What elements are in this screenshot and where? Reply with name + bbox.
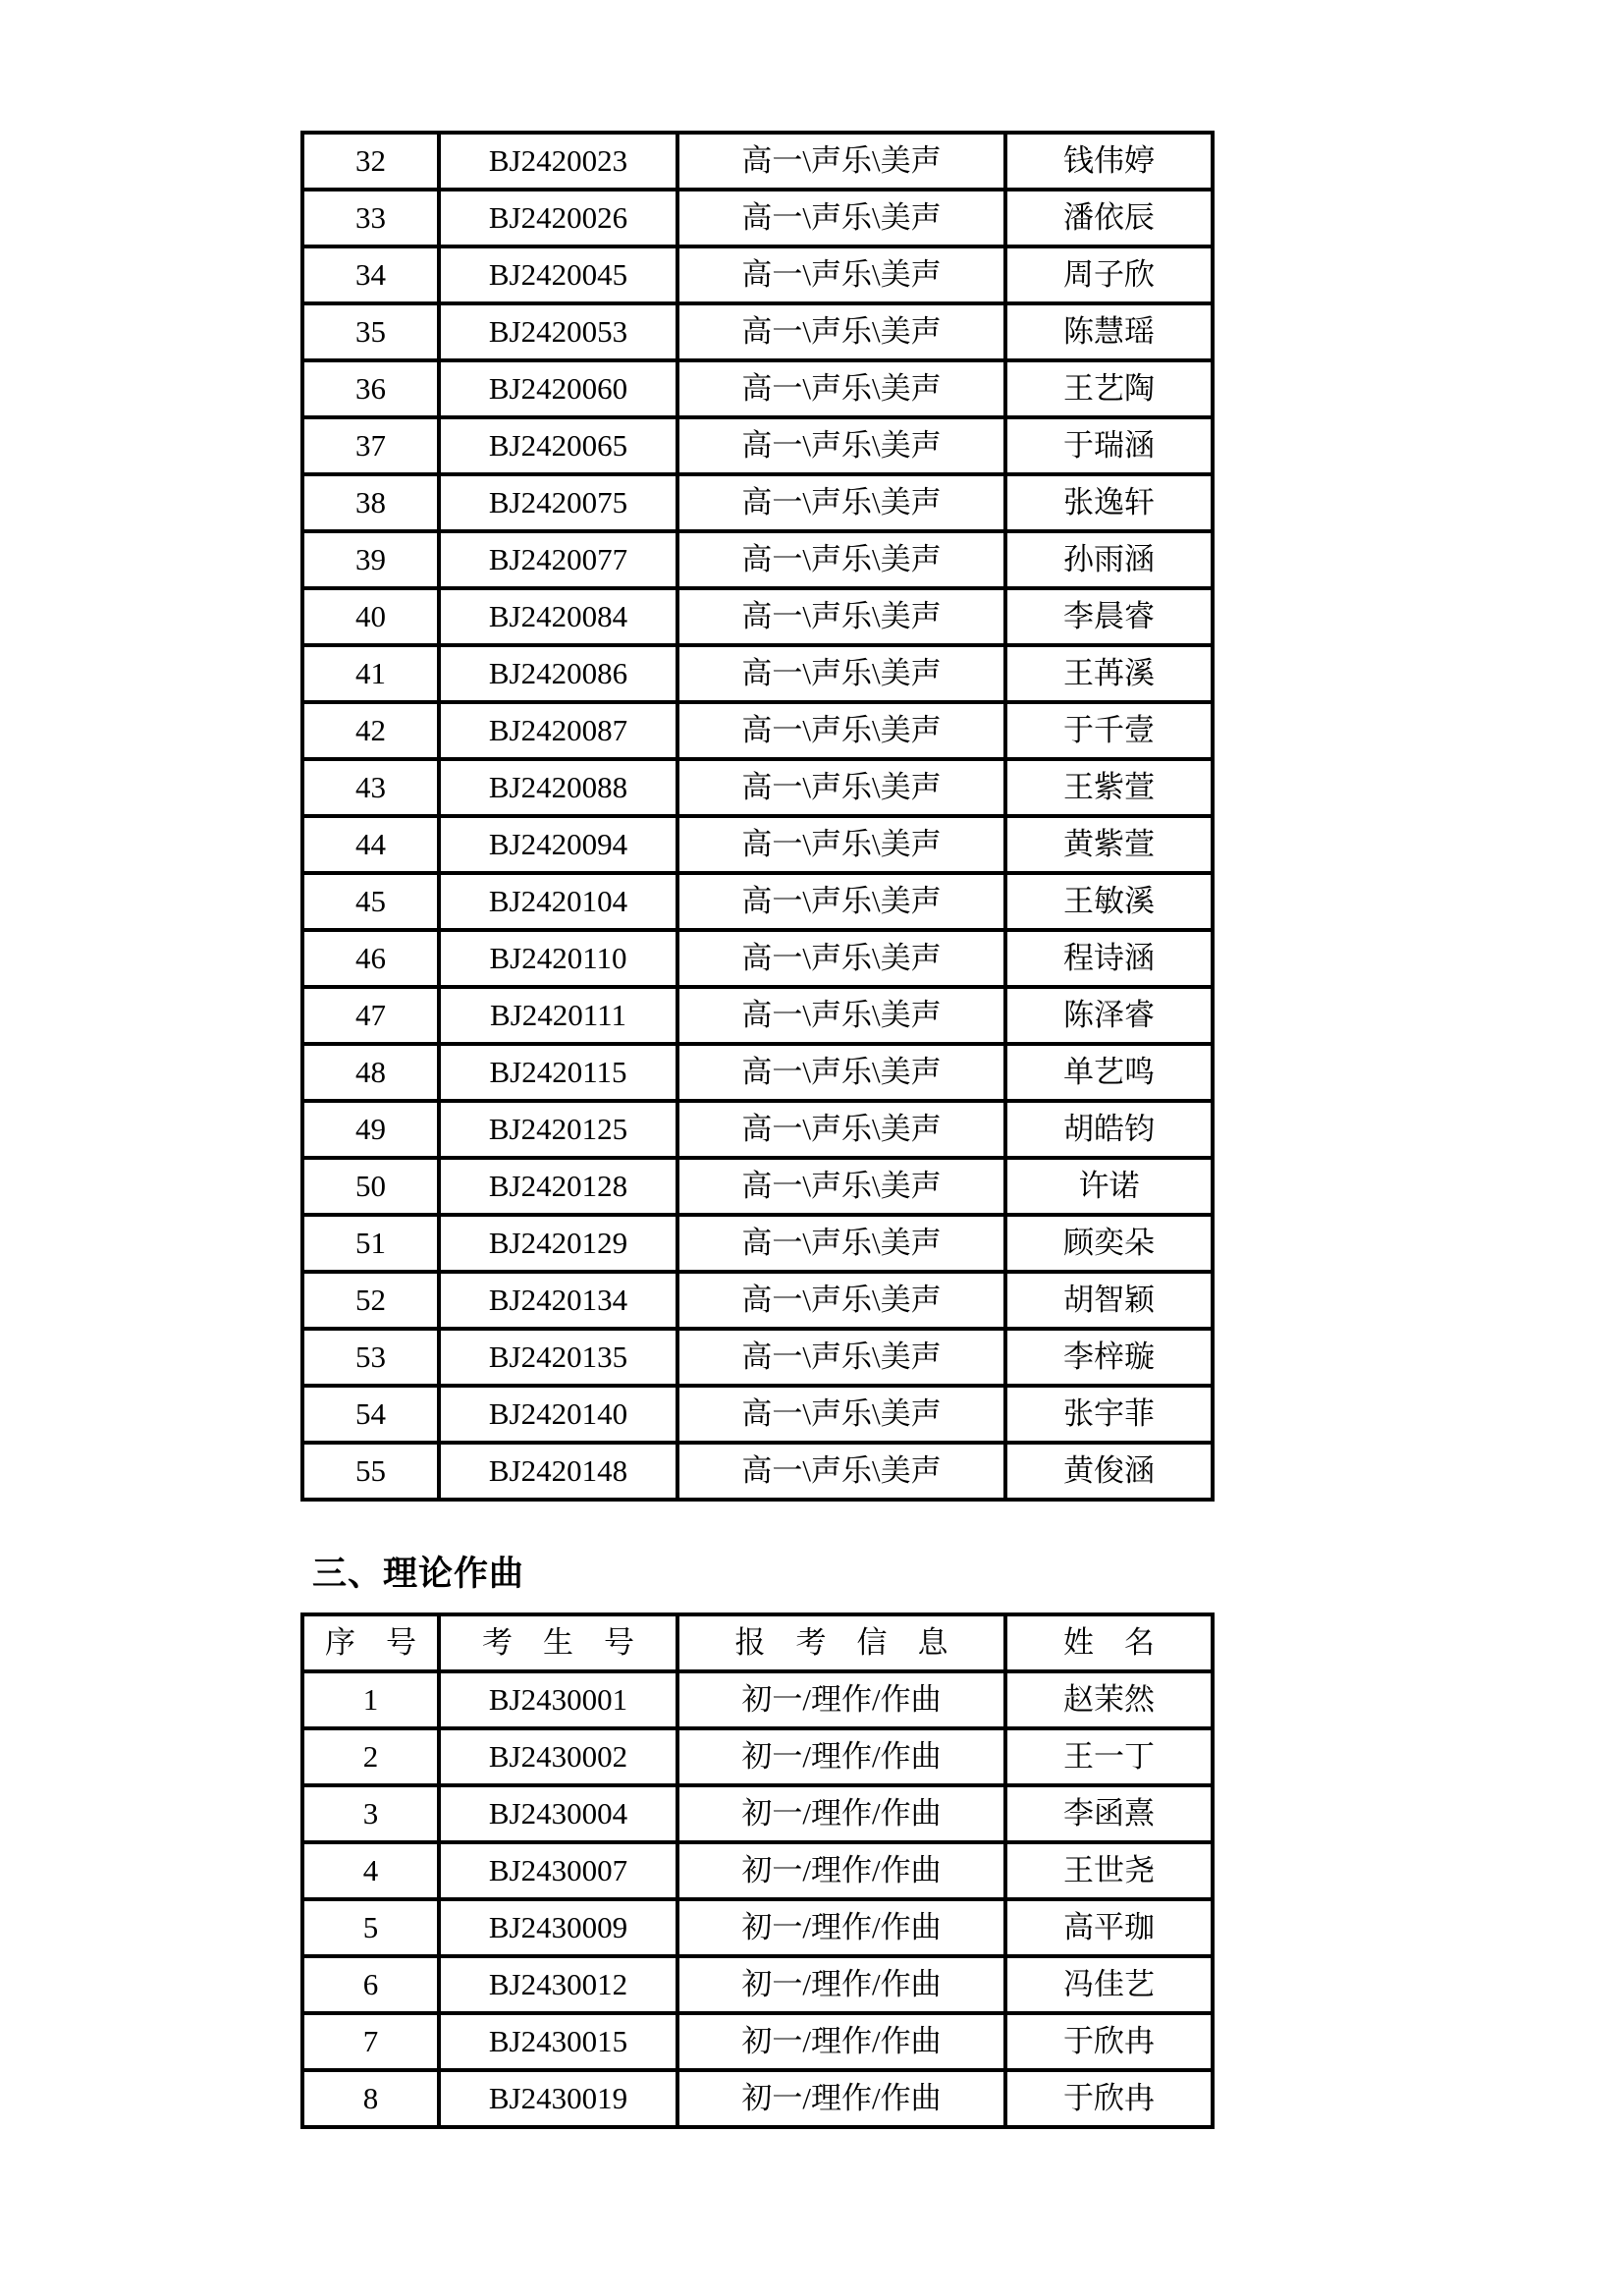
cell-candidate-id: BJ2420140 bbox=[439, 1386, 677, 1443]
table-row bbox=[302, 1272, 1213, 1329]
cell-exam-info: 初一/理作/作曲 bbox=[677, 2070, 1005, 2127]
table-row bbox=[302, 360, 1213, 417]
cell-serial-no: 51 bbox=[302, 1215, 439, 1272]
cell-exam-info: 高一\声乐\美声 bbox=[677, 190, 1005, 246]
cell-serial-no: 2 bbox=[302, 1728, 439, 1785]
cell-candidate-id: BJ2430004 bbox=[439, 1785, 677, 1842]
table-row bbox=[302, 246, 1213, 303]
cell-exam-info: 高一\声乐\美声 bbox=[677, 246, 1005, 303]
cell-name: 于欣冉 bbox=[1005, 2070, 1213, 2127]
cell-candidate-id: BJ2420060 bbox=[439, 360, 677, 417]
cell-candidate-id: BJ2430007 bbox=[439, 1842, 677, 1899]
cell-candidate-id: BJ2430012 bbox=[439, 1956, 677, 2013]
table-row bbox=[302, 759, 1213, 816]
table-row bbox=[302, 930, 1213, 987]
cell-candidate-id: BJ2420094 bbox=[439, 816, 677, 873]
cell-name: 孙雨涵 bbox=[1005, 531, 1213, 588]
table-row bbox=[302, 2070, 1213, 2127]
table-row bbox=[302, 1386, 1213, 1443]
cell-candidate-id: BJ2420075 bbox=[439, 474, 677, 531]
table-row bbox=[302, 1443, 1213, 1500]
cell-name: 于欣冉 bbox=[1005, 2013, 1213, 2070]
cell-name: 王苒溪 bbox=[1005, 645, 1213, 702]
cell-candidate-id: BJ2420115 bbox=[439, 1044, 677, 1101]
cell-serial-no: 33 bbox=[302, 190, 439, 246]
table-row bbox=[302, 1842, 1213, 1899]
cell-name: 李函熹 bbox=[1005, 1785, 1213, 1842]
table-row bbox=[302, 1671, 1213, 1728]
cell-serial-no: 41 bbox=[302, 645, 439, 702]
cell-name: 于千壹 bbox=[1005, 702, 1213, 759]
column-header-candidate-id: 考 生 号 bbox=[439, 1614, 677, 1671]
table-row bbox=[302, 987, 1213, 1044]
cell-name: 顾奕朵 bbox=[1005, 1215, 1213, 1272]
cell-candidate-id: BJ2420084 bbox=[439, 588, 677, 645]
cell-name: 李梓璇 bbox=[1005, 1329, 1213, 1386]
cell-exam-info: 高一\声乐\美声 bbox=[677, 1443, 1005, 1500]
table-row bbox=[302, 1956, 1213, 2013]
cell-serial-no: 54 bbox=[302, 1386, 439, 1443]
cell-exam-info: 高一\声乐\美声 bbox=[677, 303, 1005, 360]
cell-candidate-id: BJ2420086 bbox=[439, 645, 677, 702]
cell-serial-no: 34 bbox=[302, 246, 439, 303]
cell-candidate-id: BJ2420023 bbox=[439, 133, 677, 190]
cell-candidate-id: BJ2420026 bbox=[439, 190, 677, 246]
cell-exam-info: 高一\声乐\美声 bbox=[677, 1215, 1005, 1272]
cell-exam-info: 高一\声乐\美声 bbox=[677, 133, 1005, 190]
cell-serial-no: 55 bbox=[302, 1443, 439, 1500]
cell-name: 王敏溪 bbox=[1005, 873, 1213, 930]
table-row bbox=[302, 588, 1213, 645]
cell-candidate-id: BJ2420077 bbox=[439, 531, 677, 588]
table-row bbox=[302, 1899, 1213, 1956]
cell-exam-info: 高一\声乐\美声 bbox=[677, 1272, 1005, 1329]
cell-exam-info: 初一/理作/作曲 bbox=[677, 1728, 1005, 1785]
cell-exam-info: 初一/理作/作曲 bbox=[677, 1956, 1005, 2013]
column-header-serial-no: 序 号 bbox=[302, 1614, 439, 1671]
cell-candidate-id: BJ2430002 bbox=[439, 1728, 677, 1785]
table-row bbox=[302, 873, 1213, 930]
cell-name: 王世尧 bbox=[1005, 1842, 1213, 1899]
cell-serial-no: 8 bbox=[302, 2070, 439, 2127]
table-row bbox=[302, 133, 1213, 190]
cell-candidate-id: BJ2420088 bbox=[439, 759, 677, 816]
table-row bbox=[302, 1158, 1213, 1215]
cell-candidate-id: BJ2430009 bbox=[439, 1899, 677, 1956]
cell-name: 高平珈 bbox=[1005, 1899, 1213, 1956]
cell-serial-no: 4 bbox=[302, 1842, 439, 1899]
cell-exam-info: 高一\声乐\美声 bbox=[677, 759, 1005, 816]
cell-exam-info: 初一/理作/作曲 bbox=[677, 2013, 1005, 2070]
cell-serial-no: 45 bbox=[302, 873, 439, 930]
cell-serial-no: 49 bbox=[302, 1101, 439, 1158]
cell-exam-info: 高一\声乐\美声 bbox=[677, 1329, 1005, 1386]
table-row bbox=[302, 1728, 1213, 1785]
cell-name: 陈慧瑶 bbox=[1005, 303, 1213, 360]
cell-serial-no: 7 bbox=[302, 2013, 439, 2070]
table-row bbox=[302, 1044, 1213, 1101]
table2-header bbox=[302, 1614, 1213, 1671]
table-row bbox=[302, 190, 1213, 246]
cell-exam-info: 高一\声乐\美声 bbox=[677, 1101, 1005, 1158]
theory-composition-roster-table bbox=[300, 1613, 1215, 2129]
cell-name: 王一丁 bbox=[1005, 1728, 1213, 1785]
cell-candidate-id: BJ2430019 bbox=[439, 2070, 677, 2127]
cell-exam-info: 高一\声乐\美声 bbox=[677, 1044, 1005, 1101]
cell-candidate-id: BJ2420135 bbox=[439, 1329, 677, 1386]
cell-serial-no: 47 bbox=[302, 987, 439, 1044]
cell-exam-info: 初一/理作/作曲 bbox=[677, 1671, 1005, 1728]
column-header-exam-info: 报 考 信 息 bbox=[677, 1614, 1005, 1671]
table-row bbox=[302, 474, 1213, 531]
cell-exam-info: 高一\声乐\美声 bbox=[677, 702, 1005, 759]
cell-serial-no: 50 bbox=[302, 1158, 439, 1215]
cell-serial-no: 46 bbox=[302, 930, 439, 987]
cell-name: 张逸轩 bbox=[1005, 474, 1213, 531]
cell-serial-no: 32 bbox=[302, 133, 439, 190]
cell-candidate-id: BJ2420148 bbox=[439, 1443, 677, 1500]
table-header-row bbox=[302, 1614, 1213, 1671]
cell-exam-info: 高一\声乐\美声 bbox=[677, 588, 1005, 645]
cell-exam-info: 高一\声乐\美声 bbox=[677, 987, 1005, 1044]
table-row bbox=[302, 816, 1213, 873]
table2-body bbox=[302, 1671, 1213, 2127]
cell-name: 陈泽睿 bbox=[1005, 987, 1213, 1044]
cell-candidate-id: BJ2420104 bbox=[439, 873, 677, 930]
cell-exam-info: 高一\声乐\美声 bbox=[677, 474, 1005, 531]
cell-name: 赵茉然 bbox=[1005, 1671, 1213, 1728]
cell-candidate-id: BJ2420125 bbox=[439, 1101, 677, 1158]
cell-name: 黄紫萱 bbox=[1005, 816, 1213, 873]
cell-serial-no: 48 bbox=[302, 1044, 439, 1101]
cell-candidate-id: BJ2420134 bbox=[439, 1272, 677, 1329]
vocal-bel-canto-roster-table bbox=[300, 131, 1215, 1502]
cell-name: 王紫萱 bbox=[1005, 759, 1213, 816]
cell-name: 潘依辰 bbox=[1005, 190, 1213, 246]
cell-candidate-id: BJ2420045 bbox=[439, 246, 677, 303]
cell-name: 程诗涵 bbox=[1005, 930, 1213, 987]
table-row bbox=[302, 531, 1213, 588]
cell-exam-info: 高一\声乐\美声 bbox=[677, 360, 1005, 417]
cell-serial-no: 53 bbox=[302, 1329, 439, 1386]
cell-serial-no: 38 bbox=[302, 474, 439, 531]
cell-serial-no: 43 bbox=[302, 759, 439, 816]
table-row bbox=[302, 1215, 1213, 1272]
cell-candidate-id: BJ2420129 bbox=[439, 1215, 677, 1272]
cell-serial-no: 35 bbox=[302, 303, 439, 360]
cell-serial-no: 40 bbox=[302, 588, 439, 645]
cell-candidate-id: BJ2430015 bbox=[439, 2013, 677, 2070]
cell-candidate-id: BJ2420065 bbox=[439, 417, 677, 474]
cell-candidate-id: BJ2420053 bbox=[439, 303, 677, 360]
cell-serial-no: 42 bbox=[302, 702, 439, 759]
cell-name: 单艺鸣 bbox=[1005, 1044, 1213, 1101]
cell-candidate-id: BJ2420110 bbox=[439, 930, 677, 987]
cell-exam-info: 高一\声乐\美声 bbox=[677, 531, 1005, 588]
cell-name: 周子欣 bbox=[1005, 246, 1213, 303]
cell-serial-no: 6 bbox=[302, 1956, 439, 2013]
cell-serial-no: 52 bbox=[302, 1272, 439, 1329]
table1-body bbox=[302, 133, 1213, 1500]
cell-serial-no: 37 bbox=[302, 417, 439, 474]
cell-name: 许诺 bbox=[1005, 1158, 1213, 1215]
cell-name: 胡皓钧 bbox=[1005, 1101, 1213, 1158]
table-row bbox=[302, 303, 1213, 360]
cell-serial-no: 3 bbox=[302, 1785, 439, 1842]
cell-exam-info: 高一\声乐\美声 bbox=[677, 417, 1005, 474]
cell-exam-info: 初一/理作/作曲 bbox=[677, 1842, 1005, 1899]
cell-name: 胡智颖 bbox=[1005, 1272, 1213, 1329]
cell-exam-info: 高一\声乐\美声 bbox=[677, 930, 1005, 987]
column-header-name: 姓 名 bbox=[1005, 1614, 1213, 1671]
cell-serial-no: 39 bbox=[302, 531, 439, 588]
cell-name: 王艺陶 bbox=[1005, 360, 1213, 417]
table-row bbox=[302, 1785, 1213, 1842]
cell-name: 张宇菲 bbox=[1005, 1386, 1213, 1443]
cell-name: 于瑞涵 bbox=[1005, 417, 1213, 474]
cell-exam-info: 高一\声乐\美声 bbox=[677, 1158, 1005, 1215]
cell-name: 黄俊涵 bbox=[1005, 1443, 1213, 1500]
cell-serial-no: 44 bbox=[302, 816, 439, 873]
section-heading-theory-composition: 三、理论作曲 bbox=[312, 1555, 525, 1593]
cell-exam-info: 初一/理作/作曲 bbox=[677, 1785, 1005, 1842]
table-row bbox=[302, 2013, 1213, 2070]
cell-candidate-id: BJ2420111 bbox=[439, 987, 677, 1044]
cell-exam-info: 高一\声乐\美声 bbox=[677, 816, 1005, 873]
cell-serial-no: 1 bbox=[302, 1671, 439, 1728]
cell-exam-info: 高一\声乐\美声 bbox=[677, 1386, 1005, 1443]
table-row bbox=[302, 1101, 1213, 1158]
cell-name: 钱伟婷 bbox=[1005, 133, 1213, 190]
cell-exam-info: 初一/理作/作曲 bbox=[677, 1899, 1005, 1956]
table-row bbox=[302, 417, 1213, 474]
table-row bbox=[302, 1329, 1213, 1386]
cell-candidate-id: BJ2430001 bbox=[439, 1671, 677, 1728]
table-row bbox=[302, 702, 1213, 759]
cell-name: 李晨睿 bbox=[1005, 588, 1213, 645]
table-row bbox=[302, 645, 1213, 702]
cell-exam-info: 高一\声乐\美声 bbox=[677, 645, 1005, 702]
cell-candidate-id: BJ2420128 bbox=[439, 1158, 677, 1215]
cell-candidate-id: BJ2420087 bbox=[439, 702, 677, 759]
cell-name: 冯佳艺 bbox=[1005, 1956, 1213, 2013]
cell-exam-info: 高一\声乐\美声 bbox=[677, 873, 1005, 930]
cell-serial-no: 5 bbox=[302, 1899, 439, 1956]
cell-serial-no: 36 bbox=[302, 360, 439, 417]
